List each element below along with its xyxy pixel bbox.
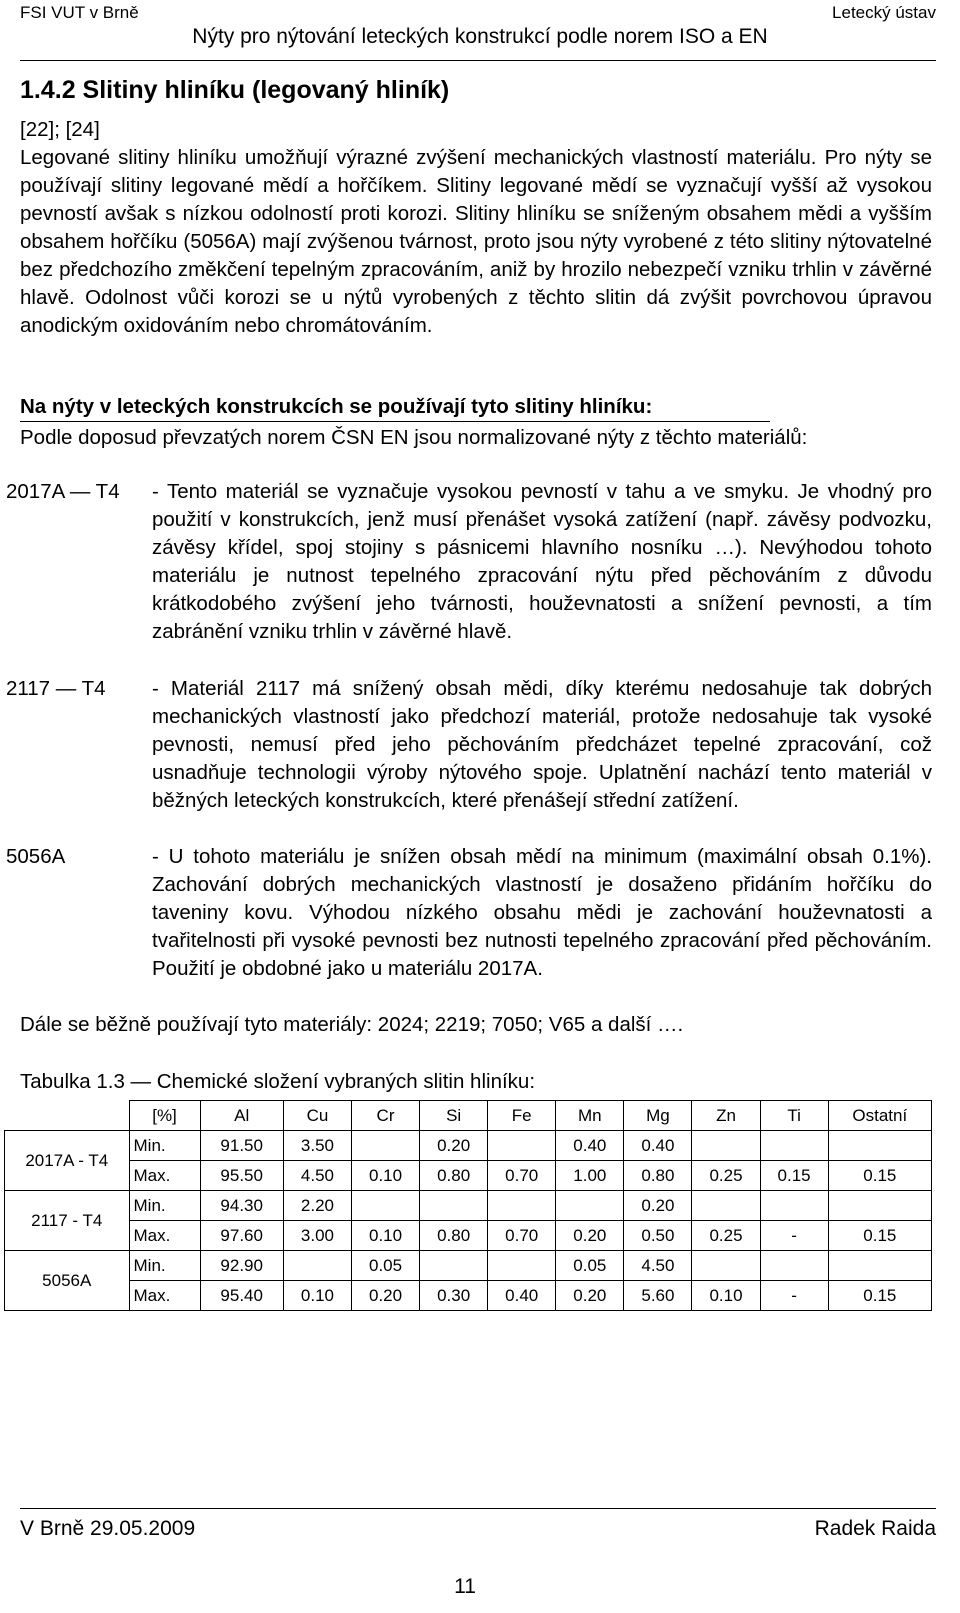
value-cell bbox=[692, 1251, 760, 1281]
table-row bbox=[5, 1281, 932, 1311]
value-cell bbox=[488, 1251, 556, 1281]
paragraph-intro: Legované slitiny hliníku umožňují výrazné zvýšení mechanických vlastností materiálu. Pro nýty se používají slitiny legované mědí a hořčíkem. Slitiny legované mědí se vyznačují vyšší až vysokou pevností avšak s nízkou odolností proti korozi. Slitiny hliníku se sníženým obsahem mědi a vyšším obsahem hořčíku (5056A) mají zvýšenou tvárnost, proto jsou nýty vyrobené z této slitiny nýtovatelné bez předchozího změkčení tepelným zpracováním, aniž by hrozilo nebezpečí vzniku trhlin v závěrné hlavě. Odolnost vůči korozi se u nýtů vyrobených z těchto slitin dá zvýšit povrchovou úpravou anodickým oxidováním nebo chromátováním. bbox=[20, 146, 932, 337]
limit-cell: Min. bbox=[129, 1131, 200, 1161]
value-cell bbox=[828, 1191, 931, 1221]
value-cell: 0.10 bbox=[351, 1161, 419, 1191]
value-cell: 4.50 bbox=[624, 1251, 692, 1281]
value-cell: 0.10 bbox=[351, 1221, 419, 1251]
table-row bbox=[5, 1251, 932, 1281]
material-description: - Tento materiál se vyznačuje vysokou pevností v tahu a ve smyku. Je vhodný pro použití v konstrukcích, jenž musí přenášet vysoká zatížení (např. závěsy podvozku, závěsy křídel, spoj stojiny s pásnicemi hlavního nosníku …). Nevýhodou tohoto materiálu je nutnost tepelného zpracování nýtu před pěchováním z důvodu krátkodobého zvýšení jeho tvárnosti, houževnatosti a snížení pevnosti, a tím zabránění vzniku trhlin v závěrné hlavě. bbox=[152, 480, 932, 643]
material-description: - Materiál 2117 má snížený obsah mědi, díky kterému nedosahuje tak dobrých mechanických vlastností jako předchozí materiál, protože nedosahuje tak vysoké pevnosti, nemusí před jeho pěchováním předcházet tepelné zpracování, což usnadňuje technologii výroby nýtového spoje. Uplatnění nachází tento materiál v běžných leteckých konstrukcích, které přenášejí střední zatížení. bbox=[152, 677, 932, 812]
material-term: 2117 — T4 bbox=[6, 677, 106, 700]
references: [22]; [24] bbox=[20, 118, 100, 141]
value-cell: 0.20 bbox=[624, 1191, 692, 1221]
material-term: 2017A — T4 bbox=[6, 480, 120, 503]
value-cell: 92.90 bbox=[200, 1251, 283, 1281]
value-cell bbox=[760, 1131, 828, 1161]
value-cell: 0.70 bbox=[488, 1161, 556, 1191]
value-cell bbox=[760, 1251, 828, 1281]
value-cell: - bbox=[760, 1221, 828, 1251]
alloy-cell: 2117 - T4 bbox=[5, 1191, 130, 1251]
material-term: 5056A bbox=[6, 845, 66, 868]
value-cell: 2.20 bbox=[283, 1191, 351, 1221]
value-cell bbox=[828, 1251, 931, 1281]
value-cell: 91.50 bbox=[200, 1131, 283, 1161]
value-cell: 0.50 bbox=[624, 1221, 692, 1251]
column-header: Fe bbox=[488, 1101, 556, 1131]
column-header: Ostatní bbox=[828, 1101, 931, 1131]
footer-date: V Brně 29.05.2009 bbox=[20, 1517, 196, 1540]
value-cell: 0.30 bbox=[420, 1281, 488, 1311]
value-cell: 0.40 bbox=[556, 1131, 624, 1161]
column-header: Mg bbox=[624, 1101, 692, 1131]
bold-heading: Na nýty v leteckých konstrukcích se používají tyto slitiny hliníku: bbox=[20, 395, 653, 418]
header-rule bbox=[20, 60, 936, 61]
limit-cell: Min. bbox=[129, 1191, 200, 1221]
value-cell: 0.15 bbox=[828, 1221, 931, 1251]
value-cell: 0.10 bbox=[283, 1281, 351, 1311]
limit-cell: Max. bbox=[129, 1281, 200, 1311]
column-header: Si bbox=[420, 1101, 488, 1131]
value-cell: 0.80 bbox=[420, 1221, 488, 1251]
table-row bbox=[5, 1191, 932, 1221]
header-subtitle: Nýty pro nýtování leteckých konstrukcí podle norem ISO a EN bbox=[192, 25, 768, 48]
value-cell bbox=[692, 1131, 760, 1161]
material-description: - U tohoto materiálu je snížen obsah mědí na minimum (maximální obsah 0.1%). Zachování dobrých mechanických vlastností je dosaženo přidáním hořčíku do taveniny kovu. Výhodou nízkého obsahu mědi je zachování houževnatosti a tvařitelnosti při vysoké pevnosti bez nutnosti tepelného zpracování před pěchováním. Použití je obdobné jako u materiálu 2017A. bbox=[152, 845, 932, 980]
limit-cell: Max. bbox=[129, 1221, 200, 1251]
value-cell bbox=[760, 1191, 828, 1221]
table-caption: Tabulka 1.3 — Chemické složení vybraných slitin hliníku: bbox=[20, 1070, 536, 1093]
alloy-cell: 2017A - T4 bbox=[5, 1131, 130, 1191]
value-cell bbox=[420, 1191, 488, 1221]
value-cell: 3.00 bbox=[283, 1221, 351, 1251]
header-left: FSI VUT v Brně bbox=[20, 3, 139, 22]
column-header: Cr bbox=[351, 1101, 419, 1131]
footer-rule bbox=[20, 1508, 936, 1509]
value-cell: 0.15 bbox=[828, 1161, 931, 1191]
column-header: Mn bbox=[556, 1101, 624, 1131]
value-cell: 0.15 bbox=[760, 1161, 828, 1191]
value-cell bbox=[351, 1131, 419, 1161]
composition-table bbox=[4, 1100, 932, 1311]
column-header: Zn bbox=[692, 1101, 760, 1131]
value-cell: 0.15 bbox=[828, 1281, 931, 1311]
alloy-cell: 5056A bbox=[5, 1251, 130, 1311]
unit-header: [%] bbox=[129, 1101, 200, 1131]
value-cell: 0.05 bbox=[556, 1251, 624, 1281]
header-right: Letecký ústav bbox=[832, 3, 936, 22]
value-cell: 1.00 bbox=[556, 1161, 624, 1191]
paragraph-standards: Podle doposud převzatých norem ČSN EN jsou normalizované nýty z těchto materiálů: bbox=[20, 426, 808, 449]
footer-author: Radek Raida bbox=[814, 1517, 936, 1540]
value-cell bbox=[488, 1131, 556, 1161]
paragraph-other-materials: Dále se běžně používají tyto materiály: 2024; 2219; 7050; V65 a další …. bbox=[20, 1013, 684, 1036]
value-cell: 0.80 bbox=[420, 1161, 488, 1191]
table-header-row bbox=[5, 1101, 932, 1131]
value-cell bbox=[351, 1191, 419, 1221]
section-title: 1.4.2 Slitiny hliníku (legovaný hliník) bbox=[20, 76, 450, 104]
value-cell: 95.40 bbox=[200, 1281, 283, 1311]
value-cell: 3.50 bbox=[283, 1131, 351, 1161]
value-cell: 0.70 bbox=[488, 1221, 556, 1251]
table-row bbox=[5, 1131, 932, 1161]
column-header: Al bbox=[200, 1101, 283, 1131]
value-cell: 0.20 bbox=[556, 1221, 624, 1251]
value-cell: 0.10 bbox=[692, 1281, 760, 1311]
value-cell: 0.40 bbox=[488, 1281, 556, 1311]
value-cell bbox=[556, 1191, 624, 1221]
limit-cell: Min. bbox=[129, 1251, 200, 1281]
table-row bbox=[5, 1161, 932, 1191]
value-cell bbox=[692, 1191, 760, 1221]
page-number: 11 bbox=[454, 1575, 476, 1598]
value-cell bbox=[828, 1131, 931, 1161]
limit-cell: Max. bbox=[129, 1161, 200, 1191]
value-cell: 0.20 bbox=[420, 1131, 488, 1161]
value-cell: 97.60 bbox=[200, 1221, 283, 1251]
value-cell bbox=[488, 1191, 556, 1221]
value-cell: 0.25 bbox=[692, 1221, 760, 1251]
table-corner-cell bbox=[5, 1101, 130, 1131]
table-row bbox=[5, 1221, 932, 1251]
column-header: Cu bbox=[283, 1101, 351, 1131]
value-cell: 4.50 bbox=[283, 1161, 351, 1191]
value-cell: 0.05 bbox=[351, 1251, 419, 1281]
value-cell: 94.30 bbox=[200, 1191, 283, 1221]
value-cell: 95.50 bbox=[200, 1161, 283, 1191]
value-cell: 0.40 bbox=[624, 1131, 692, 1161]
value-cell: 5.60 bbox=[624, 1281, 692, 1311]
heading-underline bbox=[20, 421, 770, 422]
value-cell: - bbox=[760, 1281, 828, 1311]
value-cell: 0.20 bbox=[556, 1281, 624, 1311]
column-header: Ti bbox=[760, 1101, 828, 1131]
value-cell: 0.25 bbox=[692, 1161, 760, 1191]
value-cell bbox=[283, 1251, 351, 1281]
value-cell: 0.80 bbox=[624, 1161, 692, 1191]
value-cell bbox=[420, 1251, 488, 1281]
value-cell: 0.20 bbox=[351, 1281, 419, 1311]
